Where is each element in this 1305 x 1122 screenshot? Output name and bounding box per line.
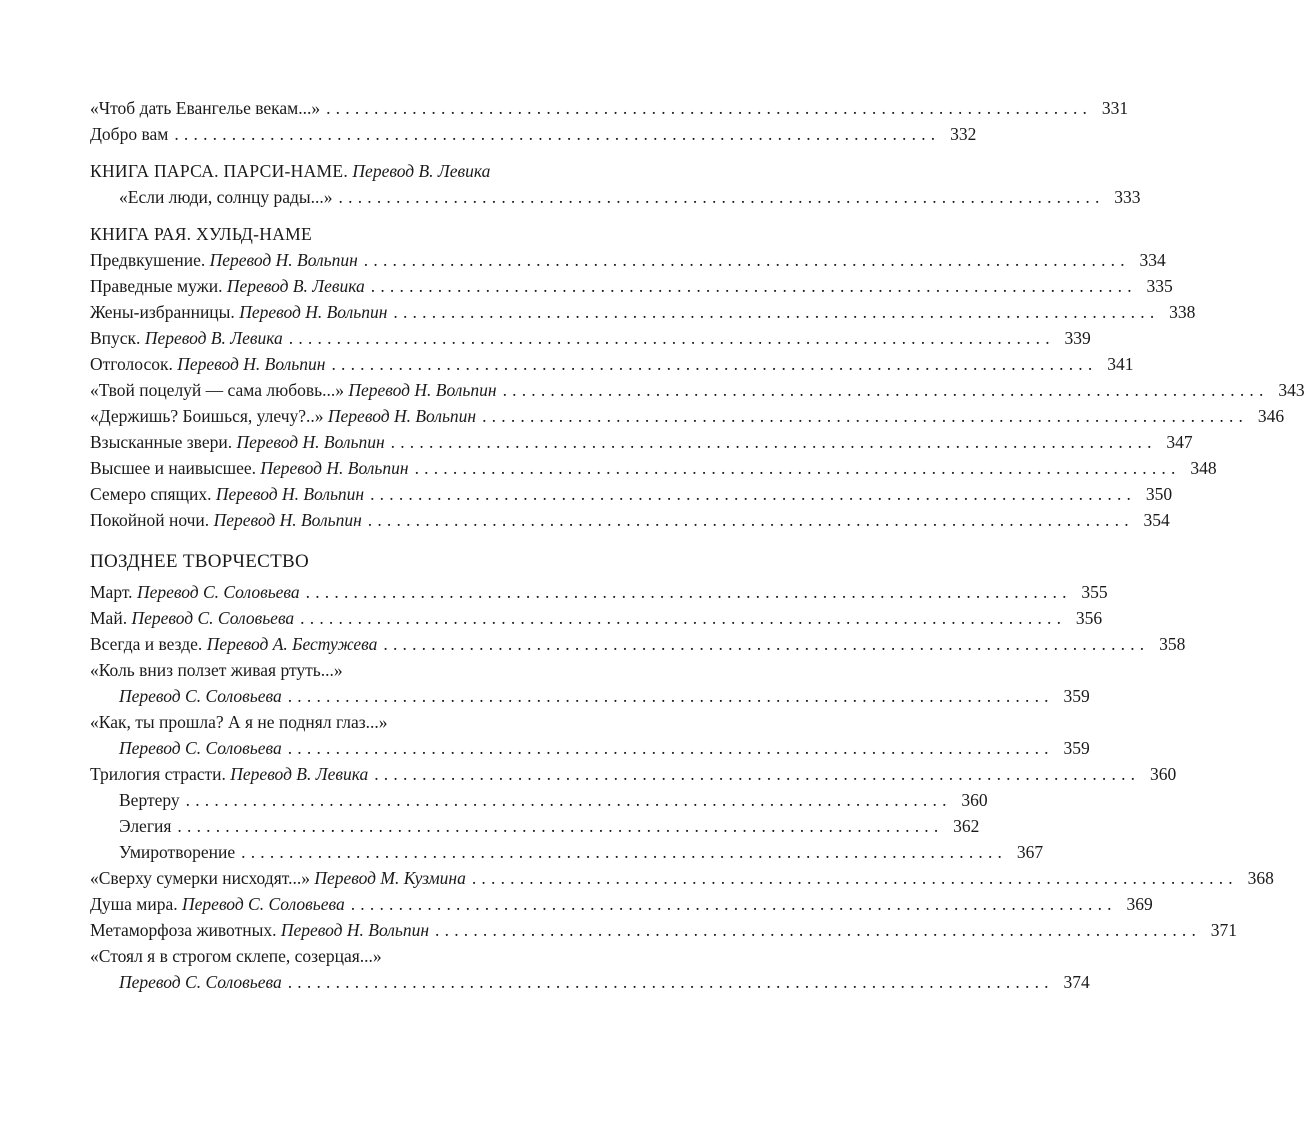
toc-entry-title-line [90, 709, 604, 735]
dot-leader: ................................................................................ [414, 458, 1181, 478]
dot-leader: ................................................................................ [374, 764, 1141, 784]
page-number: 356 [1075, 608, 1103, 628]
entry-title: Март. [90, 582, 133, 602]
dot-leader: ................................................................................ [326, 98, 1093, 118]
toc-entry [90, 605, 1103, 631]
toc-entry [90, 507, 1170, 533]
translator: Перевод М. Кузмина [314, 868, 466, 888]
entry-title: Трилогия страсти. [90, 764, 226, 784]
entry-title: Май. [90, 608, 128, 628]
toc-entry [90, 121, 977, 147]
entry-title: «Держишь? Боишься, улечу?..» [90, 406, 324, 426]
entry-title-group [90, 605, 294, 631]
entry-title-group [90, 299, 387, 325]
entry-title-group [90, 377, 497, 403]
toc-entry [90, 429, 1193, 455]
entry-title-group [90, 221, 312, 247]
dot-leader: ................................................................................ [393, 302, 1160, 322]
entry-title: Покойной ночи. [90, 510, 210, 530]
entry-title-group [90, 657, 343, 683]
entry-title: «Чтоб дать Евангелье векам...» [90, 98, 321, 118]
toc-entry [90, 787, 988, 813]
translator: Перевод Н. Вольпин [280, 920, 430, 940]
translator: Перевод В. Левика [144, 328, 283, 348]
entry-title-group [90, 273, 365, 299]
page-number: 348 [1190, 458, 1217, 478]
entry-title: Элегия [119, 816, 172, 836]
dot-leader: ................................................................................ [288, 328, 1055, 348]
entry-title-group [90, 735, 282, 761]
entry-title-group [90, 813, 171, 839]
page-number: 368 [1247, 868, 1274, 888]
section-title: КНИГА ПАРСА. ПАРСИ-НАМЕ. [90, 161, 349, 181]
page-number: 358 [1159, 634, 1186, 654]
section-title: КНИГА РАЯ. ХУЛЬД-НАМЕ [90, 224, 313, 244]
entry-title-group [90, 121, 168, 147]
page-number: 367 [1016, 842, 1044, 862]
entry-title-group [90, 247, 358, 273]
toc-entry [90, 891, 1153, 917]
entry-title-group [90, 709, 388, 735]
page-number: 374 [1063, 972, 1090, 992]
page-number: 333 [1114, 187, 1141, 207]
translator: Перевод Н. Вольпин [213, 510, 362, 530]
translator: Перевод Н. Вольпин [260, 458, 409, 478]
translator: Перевод С. Соловьева [119, 972, 282, 992]
page-number: 362 [953, 816, 980, 836]
table-of-contents [90, 95, 1305, 995]
page-number: 341 [1107, 354, 1134, 374]
toc-entry [90, 247, 1166, 273]
entry-title-group [90, 891, 345, 917]
toc-entry [90, 735, 1090, 761]
translator: Перевод Н. Вольпин [348, 380, 497, 400]
entry-title-group [90, 943, 382, 969]
dot-leader: ................................................................................ [185, 790, 952, 810]
entry-title: «Твой поцелуй — сама любовь...» [90, 380, 344, 400]
page-number: 343 [1278, 380, 1305, 400]
dot-leader: ................................................................................ [287, 738, 1054, 758]
entry-title: «Сверху сумерки нисходят...» [90, 868, 310, 888]
page-number: 347 [1166, 432, 1193, 452]
translator: Перевод Н. Вольпин [177, 354, 326, 374]
page-number: 338 [1169, 302, 1196, 322]
entry-title-group [90, 455, 409, 481]
dot-leader: ................................................................................ [367, 510, 1134, 530]
dot-leader: ................................................................................ [435, 920, 1202, 940]
toc-entry [90, 95, 1129, 121]
page-number: 355 [1081, 582, 1108, 602]
page-number: 371 [1210, 920, 1238, 940]
entry-title-group [90, 351, 325, 377]
translator: Перевод Н. Вольпин [215, 484, 365, 504]
page-number: 335 [1146, 276, 1173, 296]
dot-leader: ................................................................................ [338, 187, 1105, 207]
toc-entry [90, 839, 1044, 865]
entry-title-group [90, 403, 476, 429]
entry-title: Жены-избранницы. [90, 302, 235, 322]
entry-title-group [90, 325, 283, 351]
dot-leader: ................................................................................ [482, 406, 1249, 426]
translator: Перевод А. Бестужева [206, 634, 378, 654]
entry-title-group [90, 917, 429, 943]
translator: Перевод С. Соловьева [119, 686, 282, 706]
toc-entry [90, 579, 1108, 605]
translator: Перевод С. Соловьева [182, 894, 345, 914]
page-number: 360 [961, 790, 988, 810]
page-number: 359 [1063, 686, 1090, 706]
entry-title: Умиротворение [119, 842, 236, 862]
entry-title-group [90, 184, 333, 210]
toc-entry [90, 813, 980, 839]
entry-title: «Стоял я в строгом склепе, созерцая...» [90, 946, 382, 966]
entry-title: «Если люди, солнцу рады...» [119, 187, 333, 207]
entry-title: Семеро спящих. [90, 484, 212, 504]
dot-leader: ................................................................................ [370, 276, 1137, 296]
toc-section-heading [90, 158, 604, 184]
entry-title: Высшее и наивысшее. [90, 458, 256, 478]
entry-title: Вертеру [119, 790, 180, 810]
entry-title-group [90, 969, 282, 995]
toc-entry [90, 377, 1305, 403]
dot-leader: ................................................................................ [390, 432, 1157, 452]
dot-leader: ................................................................................ [287, 972, 1054, 992]
translator: Перевод В. Левика [226, 276, 365, 296]
dot-leader: ................................................................................ [350, 894, 1117, 914]
entry-title-group [90, 548, 309, 575]
dot-leader: ................................................................................ [300, 608, 1067, 628]
entry-title-group [90, 429, 385, 455]
entry-title: Предвкушение. [90, 250, 206, 270]
dot-leader: ................................................................................ [287, 686, 1054, 706]
entry-title: Всегда и везде. [90, 634, 203, 654]
dot-leader: ................................................................................ [177, 816, 944, 836]
dot-leader: ................................................................................ [174, 124, 941, 144]
page-number: 350 [1145, 484, 1173, 504]
page-number: 359 [1063, 738, 1090, 758]
toc-entry [90, 917, 1238, 943]
entry-title-group [90, 507, 362, 533]
toc-entry [90, 481, 1173, 507]
dot-leader: ................................................................................ [502, 380, 1269, 400]
toc-section-heading [90, 221, 604, 247]
toc-entry-title-line [90, 657, 604, 683]
entry-title-group [90, 95, 320, 121]
dot-leader: ................................................................................ [383, 634, 1150, 654]
dot-leader: ................................................................................ [305, 582, 1072, 602]
dot-leader: ................................................................................ [363, 250, 1130, 270]
entry-title: Добро вам [90, 124, 169, 144]
page-number: 331 [1101, 98, 1129, 118]
entry-title-group [90, 787, 180, 813]
translator: Перевод В. Левика [352, 161, 491, 181]
translator: Перевод С. Соловьева [131, 608, 295, 628]
dot-leader: ................................................................................ [331, 354, 1098, 374]
toc-entry [90, 184, 1141, 210]
page-number: 354 [1143, 510, 1170, 530]
entry-title: Душа мира. [90, 894, 178, 914]
toc-entry [90, 631, 1186, 657]
page-number: 346 [1257, 406, 1285, 426]
entry-title: Праведные мужи. [90, 276, 223, 296]
entry-title: Взысканные звери. [90, 432, 233, 452]
entry-title-group [90, 631, 377, 657]
page-number: 339 [1064, 328, 1091, 348]
toc-entry [90, 761, 1177, 787]
translator: Перевод С. Соловьева [119, 738, 282, 758]
toc-entry [90, 273, 1173, 299]
entry-title-group [90, 683, 282, 709]
toc-entry [90, 403, 1285, 429]
page-number: 369 [1126, 894, 1153, 914]
toc-section-heading [90, 548, 604, 574]
translator: Перевод Н. Вольпин [209, 250, 358, 270]
entry-title-group [90, 761, 368, 787]
entry-title: «Коль вниз ползет живая ртуть...» [90, 660, 343, 680]
toc-entry [90, 455, 1217, 481]
toc-entry [90, 865, 1274, 891]
entry-title-group [90, 481, 364, 507]
entry-title: «Как, ты прошла? А я не поднял глаз...» [90, 712, 388, 732]
toc-entry-title-line [90, 943, 604, 969]
entry-title-group [90, 579, 300, 605]
translator: Перевод С. Соловьева [136, 582, 300, 602]
section-title: ПОЗДНЕЕ ТВОРЧЕСТВО [90, 551, 310, 572]
translator: Перевод Н. Вольпин [239, 302, 388, 322]
entry-title-group [90, 839, 235, 865]
translator: Перевод Н. Вольпин [236, 432, 385, 452]
toc-entry [90, 351, 1134, 377]
page-number: 334 [1139, 250, 1166, 270]
entry-title: Отголосок. [90, 354, 173, 374]
translator: Перевод В. Левика [230, 764, 369, 784]
entry-title-group [90, 865, 466, 891]
dot-leader: ................................................................................ [471, 868, 1238, 888]
entry-title: Впуск. [90, 328, 141, 348]
dot-leader: ................................................................................ [370, 484, 1137, 504]
translator: Перевод Н. Вольпин [327, 406, 477, 426]
toc-entry [90, 325, 1091, 351]
toc-entry [90, 683, 1090, 709]
toc-entry [90, 969, 1090, 995]
toc-entry [90, 299, 1196, 325]
page-number: 332 [950, 124, 977, 144]
dot-leader: ................................................................................ [241, 842, 1008, 862]
entry-title-group [90, 158, 490, 184]
entry-title: Метаморфоза животных. [90, 920, 277, 940]
page-number: 360 [1149, 764, 1177, 784]
